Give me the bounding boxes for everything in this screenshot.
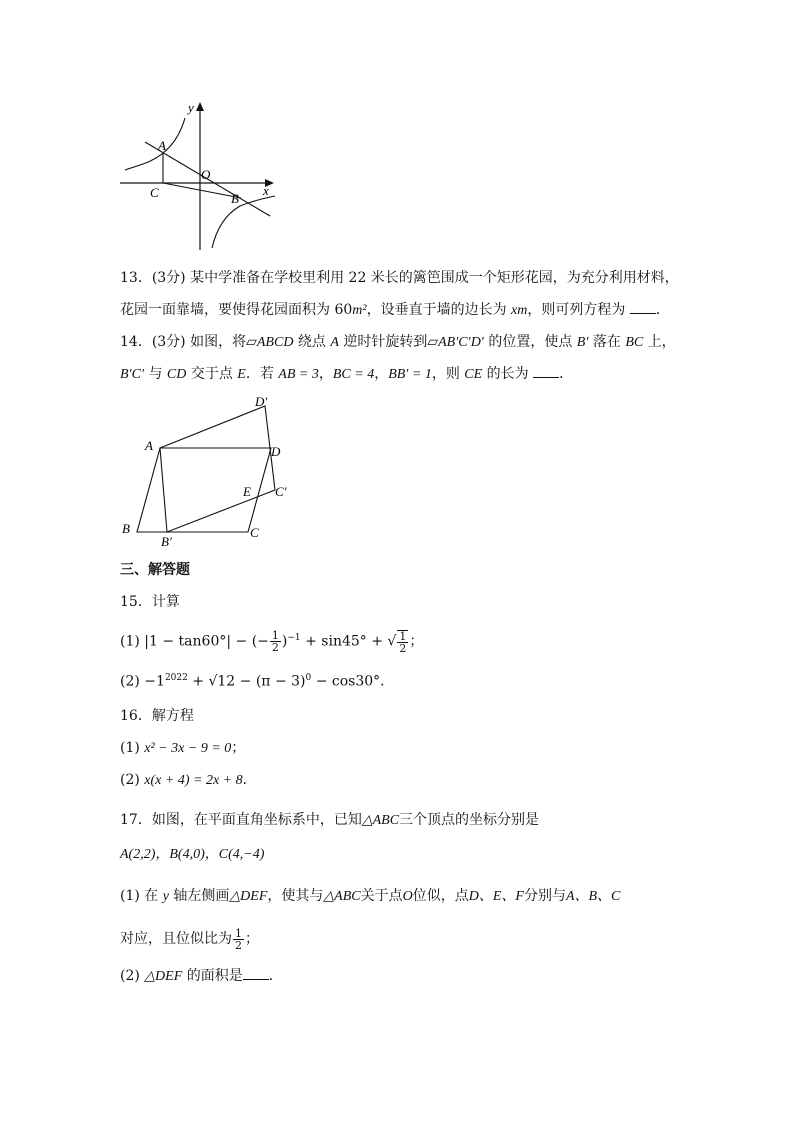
q17-p2-def: △DEF [144,969,183,984]
q14-end: ． [559,366,574,382]
q14-BB-value: BB′ = 1 [388,367,432,382]
label-D2: D [271,444,281,459]
q13-line1: 13．(3分) 某中学准备在学校里利用 22 米长的篱笆围成一个矩形花园，为充分利用材料， [120,270,679,286]
q14-B: B′ [576,335,589,350]
q14-text-if: ．若 [245,366,279,382]
q17-text-b: 三个顶点的坐标分别是 [399,812,540,828]
q14-comma1: ， [318,366,333,382]
q14-BC-value: BC = 4 [332,367,375,382]
parallelogram-ABCD-rotated [160,406,275,532]
label-C1: C′ [275,484,287,499]
q14-text-with: 与 [144,366,167,382]
q15-p1-b: ) [281,633,288,650]
q17-text-a: 17．如图，在平面直角坐标系中，已知 [120,812,362,828]
q13-text-c: ，则可列方程为 [527,302,630,318]
label-C2: C [250,525,259,540]
q17-p1-frac-num: 1 [235,926,242,940]
q17-p1-b: 轴左侧画 [168,888,230,904]
q15-p1-sqrt-den: 2 [399,641,407,655]
hyperbola-left-branch [125,118,185,170]
q16-p2-label: (2) [120,772,140,788]
label-A2: A [145,438,153,453]
q16-p1-equation: x² − 3x − 9 = 0 [144,741,232,756]
q15-p1-sqrt-sign: √ [387,633,397,650]
q14-text-b: 绕点 [293,334,331,350]
q17-p1-e: 位似，点 [412,888,469,904]
q13-line2 [120,300,670,321]
label-C: C [150,185,159,200]
q13-answer-blank [630,301,656,314]
q15-p2-b: + √12 − (π − 3) [187,673,306,690]
q15-part2 [120,668,394,692]
q16-part2 [120,770,257,791]
q13-end: ． [655,302,670,318]
q15-p1-frac-num: 1 [271,629,279,643]
q17-p1-a: (1) 在 [120,888,163,904]
label-A: A [158,138,166,153]
section-title: 三、解答题 [120,562,190,578]
q16-p2-equation: x(x + 4) = 2x + 8 [144,773,243,788]
q13-unit: m² [352,303,367,318]
q14-text-then: ，则 [431,366,465,382]
q14-BC: BC [625,335,644,350]
q14-text-e: 落在 [588,334,626,350]
q17-p1-line2: 对应，且位似比为 [120,931,232,947]
q15-p1-end: ； [409,633,424,650]
q17-coordinates: A(2,2)，B(4,0)，C(4,−4) [120,847,265,862]
q15-title: 15．计算 [120,594,180,610]
q17-part1-line1 [120,886,620,907]
q14-line1 [120,332,676,353]
q15-p1-c: + sin45° + [300,633,388,650]
label-x: x [263,183,269,198]
q17-p1-end: ； [245,931,259,947]
label-B1: B′ [161,534,172,549]
q14-comma2: ， [374,366,389,382]
q14-text-length: 的长为 [482,366,534,382]
q17-p2-a: (2) [120,968,145,984]
q13-text-a: 花园一面靠墙，要使得花园面积为 60 [120,302,353,318]
q14-CD: CD [166,367,187,382]
q15-p2-exp: 2022 [164,673,188,683]
label-O: O [201,167,211,182]
q14-text-f: 上， [643,334,676,350]
q16-p1-label: (1) [120,740,140,756]
q14-text-c: 逆时针旋转到▱ [338,334,439,350]
q16-title: 16．解方程 [120,708,194,724]
q15-p1-a: |1 − tan60°| − (− [144,633,269,650]
q17-p1-d: 关于点 [360,888,403,904]
q13-var: xm [511,303,528,318]
q17-p1-O: O [402,889,413,904]
q17-line1 [120,810,539,831]
q15-p1-exp: −1 [287,633,301,643]
q14-text-d: 的位置，使点 [483,334,577,350]
hyperbola-right-branch [212,196,275,248]
q17-answer-blank [243,967,269,980]
q16-p1-end: ； [231,740,246,756]
y-axis-arrow [196,102,204,111]
q15-p1-sqrt-num: 1 [399,629,407,643]
q15-p2-a: −1 [144,673,165,690]
q17-p1-def: △DEF [229,889,268,904]
q14-abcd: ABCD [256,335,294,350]
q14-answer-blank [533,365,559,378]
q17-triangle: △ABC [361,813,400,828]
q14-text-a: 14．(3分) 如图，将▱ [120,334,257,350]
q17-p2-b: 的面积是 [182,968,243,984]
q15-p1-fraction [270,630,281,653]
figure-parallelogram [115,390,300,550]
q15-part1 [120,624,423,656]
q13-text-b: ，设垂直于墙的边长为 [366,302,512,318]
q17-p1-pts2: A、B、C [565,889,621,904]
label-E2: E [243,484,251,499]
q14-abcd2: AB′C′D′ [438,335,484,350]
q17-p1-fraction [233,928,244,951]
q17-part1-line2 [120,924,259,954]
q15-p2-c: − cos30° [311,673,381,690]
q17-part2 [120,966,283,987]
q15-p2-end: ． [380,673,395,690]
q17-p2-end: ． [268,968,283,984]
label-D1: D′ [255,394,268,409]
q14-CE: CE [464,367,483,382]
q15-p1-frac-den: 2 [271,641,279,655]
q17-p1-frac-den: 2 [235,938,242,952]
q17-p1-abc: △ABC [323,889,361,904]
q16-part1 [120,738,245,759]
q17-p1-c: ，使其与 [267,888,324,904]
q16-p2-end: ． [242,772,257,788]
q14-E: E [237,367,246,382]
q17-p1-y: y [162,889,169,904]
q17-p1-f: 分别与 [523,888,566,904]
figure-hyperbola [115,98,285,256]
q14-BC1: B′C′ [120,367,145,382]
q14-text-intersect: 交于点 [186,366,238,382]
q14-A: A [330,335,339,350]
q14-line2 [120,364,573,385]
segment-CB [163,183,241,198]
q15-p1-sqrt-fraction [397,630,408,654]
label-B2: B [122,521,130,536]
q15-p2-exp2: 0 [305,673,312,683]
q15-p2-label: (2) [120,673,140,690]
q17-p1-pts: D、E、F [468,889,524,904]
q15-p1-label: (1) [120,633,140,650]
label-y: y [188,100,194,115]
label-B: B [231,191,239,206]
q14-AB-value: AB = 3 [278,367,319,382]
